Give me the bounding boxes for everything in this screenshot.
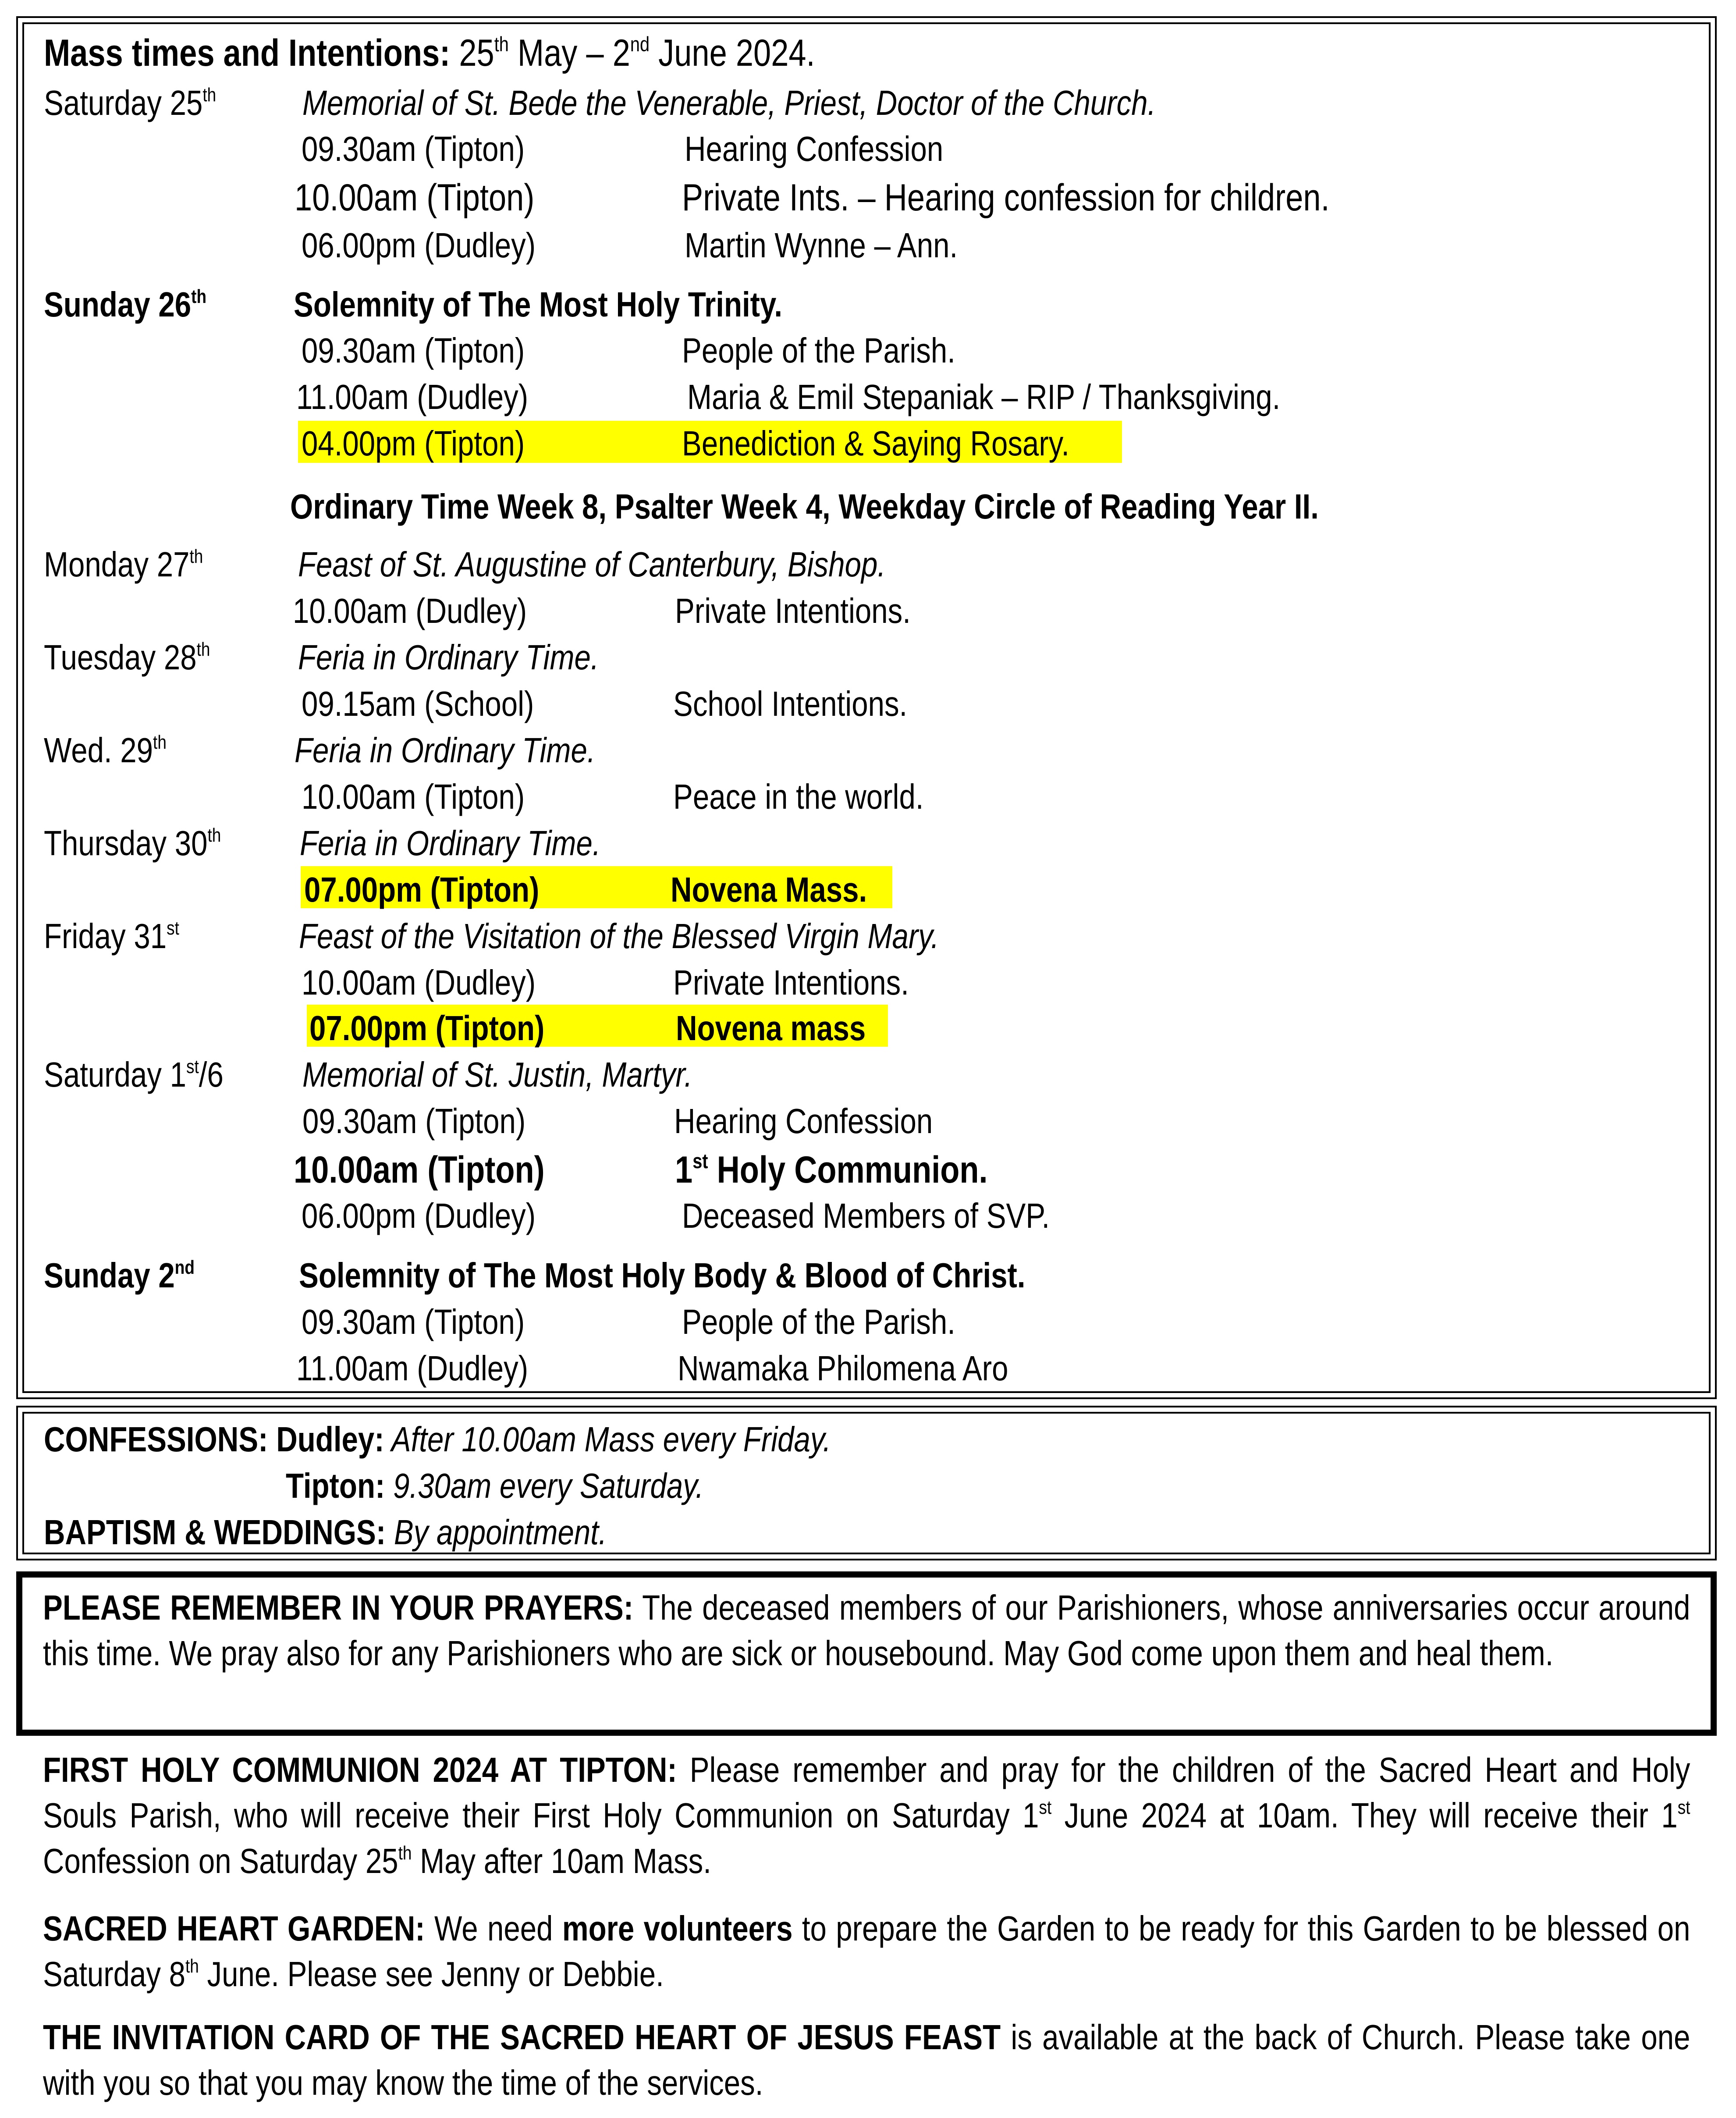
mass-intention: School Intentions. bbox=[673, 684, 908, 723]
mass-intention: People of the Parish. bbox=[682, 331, 955, 370]
prayers-paragraph: PLEASE REMEMBER IN YOUR PRAYERS: The deceased members of our Parishioners, whose anniversaries occur around this time. We pray also for any Parishioners who are sick or housebound. May God come upon them and heal them. bbox=[43, 1588, 1690, 1673]
mass-time: 09.30am (Tipton) bbox=[302, 331, 525, 370]
mass-time: 09.30am (Tipton) bbox=[302, 129, 525, 168]
day-label: Thursday 30th bbox=[44, 824, 221, 863]
feast-title: Solemnity of The Most Holy Body & Blood of Christ. bbox=[299, 1256, 1026, 1295]
mass-intention: Private Intentions. bbox=[675, 591, 911, 630]
day-label: Saturday 1st/6 bbox=[44, 1055, 224, 1094]
feast-title: Memorial of St. Bede the Venerable, Priest, Doctor of the Church. bbox=[302, 83, 1156, 122]
mass-time: 10.00am (Tipton) bbox=[294, 1149, 545, 1191]
mass-intention: Hearing Confession bbox=[685, 129, 944, 168]
confessions-dudley: CONFESSIONS: Dudley: After 10.00am Mass every Friday. bbox=[44, 1420, 831, 1459]
mass-time: 06.00pm (Dudley) bbox=[302, 226, 536, 265]
mass-intention: Private Intentions. bbox=[673, 963, 909, 1002]
mass-intention: Peace in the world. bbox=[673, 777, 924, 816]
mass-intention: Novena Mass. bbox=[671, 870, 867, 909]
mass-intention: People of the Parish. bbox=[682, 1302, 955, 1341]
mass-time: 04.00pm (Tipton) bbox=[302, 424, 525, 463]
feast-title: Memorial of St. Justin, Martyr. bbox=[302, 1055, 692, 1094]
day-label: Saturday 25th bbox=[44, 83, 217, 122]
baptism-weddings: BAPTISM & WEDDINGS: By appointment. bbox=[44, 1513, 607, 1552]
mass-intention: Benediction & Saying Rosary. bbox=[682, 424, 1070, 463]
garden-paragraph: SACRED HEART GARDEN: We need more volunteers to prepare the Garden to be ready for this Garden to be blessed on Saturday 8th June. Please see Jenny or Debbie. bbox=[43, 1909, 1690, 1994]
mass-time: 10.00am (Dudley) bbox=[302, 963, 536, 1002]
feast-title: Feast of St. Augustine of Canterbury, Bishop. bbox=[298, 545, 886, 584]
mass-time: 06.00pm (Dudley) bbox=[302, 1196, 536, 1235]
feast-title: Solemnity of The Most Holy Trinity. bbox=[294, 285, 783, 324]
mass-time: 10.00am (Tipton) bbox=[295, 177, 535, 219]
feast-title: Feria in Ordinary Time. bbox=[298, 638, 599, 677]
mass-intention: Novena mass bbox=[676, 1009, 866, 1048]
mass-time: 09.15am (School) bbox=[302, 684, 534, 723]
feast-title: Feria in Ordinary Time. bbox=[300, 824, 601, 863]
day-label: Monday 27th bbox=[44, 545, 203, 584]
mass-intention: Hearing Confession bbox=[674, 1102, 933, 1141]
day-label: Friday 31st bbox=[44, 917, 179, 956]
day-label: Sunday 26th bbox=[44, 285, 207, 324]
first-communion-paragraph: FIRST HOLY COMMUNION 2024 AT TIPTON: Please remember and pray for the children of the Sacred Heart and Holy Souls Parish, who will receive their First Holy Communion on Saturday 1st June 2024 at 10am. They will receive their 1st Confession on Saturday 25th May after 10am Mass. bbox=[43, 1750, 1690, 1880]
mass-time: 10.00am (Tipton) bbox=[302, 777, 525, 816]
mass-intention: Deceased Members of SVP. bbox=[682, 1196, 1050, 1235]
mass-time: 07.00pm (Tipton) bbox=[304, 870, 540, 909]
mass-intention: Nwamaka Philomena Aro bbox=[678, 1349, 1008, 1388]
mass-intention: Private Ints. – Hearing confession for children. bbox=[682, 177, 1330, 219]
feast-title: Feast of the Visitation of the Blessed Virgin Mary. bbox=[299, 917, 939, 956]
invitation-paragraph: THE INVITATION CARD OF THE SACRED HEART OF JESUS FEAST is available at the back of Church. Please take one with you so that you may know the time of the services. bbox=[43, 2018, 1690, 2102]
mass-times-title: Mass times and Intentions: 25th May – 2nd June 2024. bbox=[44, 32, 815, 74]
mass-time: 11.00am (Dudley) bbox=[296, 1349, 529, 1388]
day-label: Sunday 2nd bbox=[44, 1256, 195, 1295]
confessions-tipton: Tipton: 9.30am every Saturday. bbox=[286, 1466, 704, 1505]
feast-title: Feria in Ordinary Time. bbox=[295, 731, 596, 770]
mass-intention: Maria & Emil Stepaniak – RIP / Thanksgiving. bbox=[687, 377, 1281, 416]
mass-intention: 1st Holy Communion. bbox=[675, 1149, 988, 1191]
liturgical-week: Ordinary Time Week 8, Psalter Week 4, Weekday Circle of Reading Year II. bbox=[290, 487, 1319, 526]
mass-intention: Martin Wynne – Ann. bbox=[685, 226, 958, 265]
mass-time: 07.00pm (Tipton) bbox=[309, 1009, 545, 1048]
mass-time: 10.00am (Dudley) bbox=[293, 591, 527, 630]
mass-time: 09.30am (Tipton) bbox=[302, 1102, 526, 1141]
day-label: Wed. 29th bbox=[44, 731, 167, 770]
mass-time: 09.30am (Tipton) bbox=[302, 1302, 525, 1341]
mass-time: 11.00am (Dudley) bbox=[296, 377, 529, 416]
day-label: Tuesday 28th bbox=[44, 638, 210, 677]
